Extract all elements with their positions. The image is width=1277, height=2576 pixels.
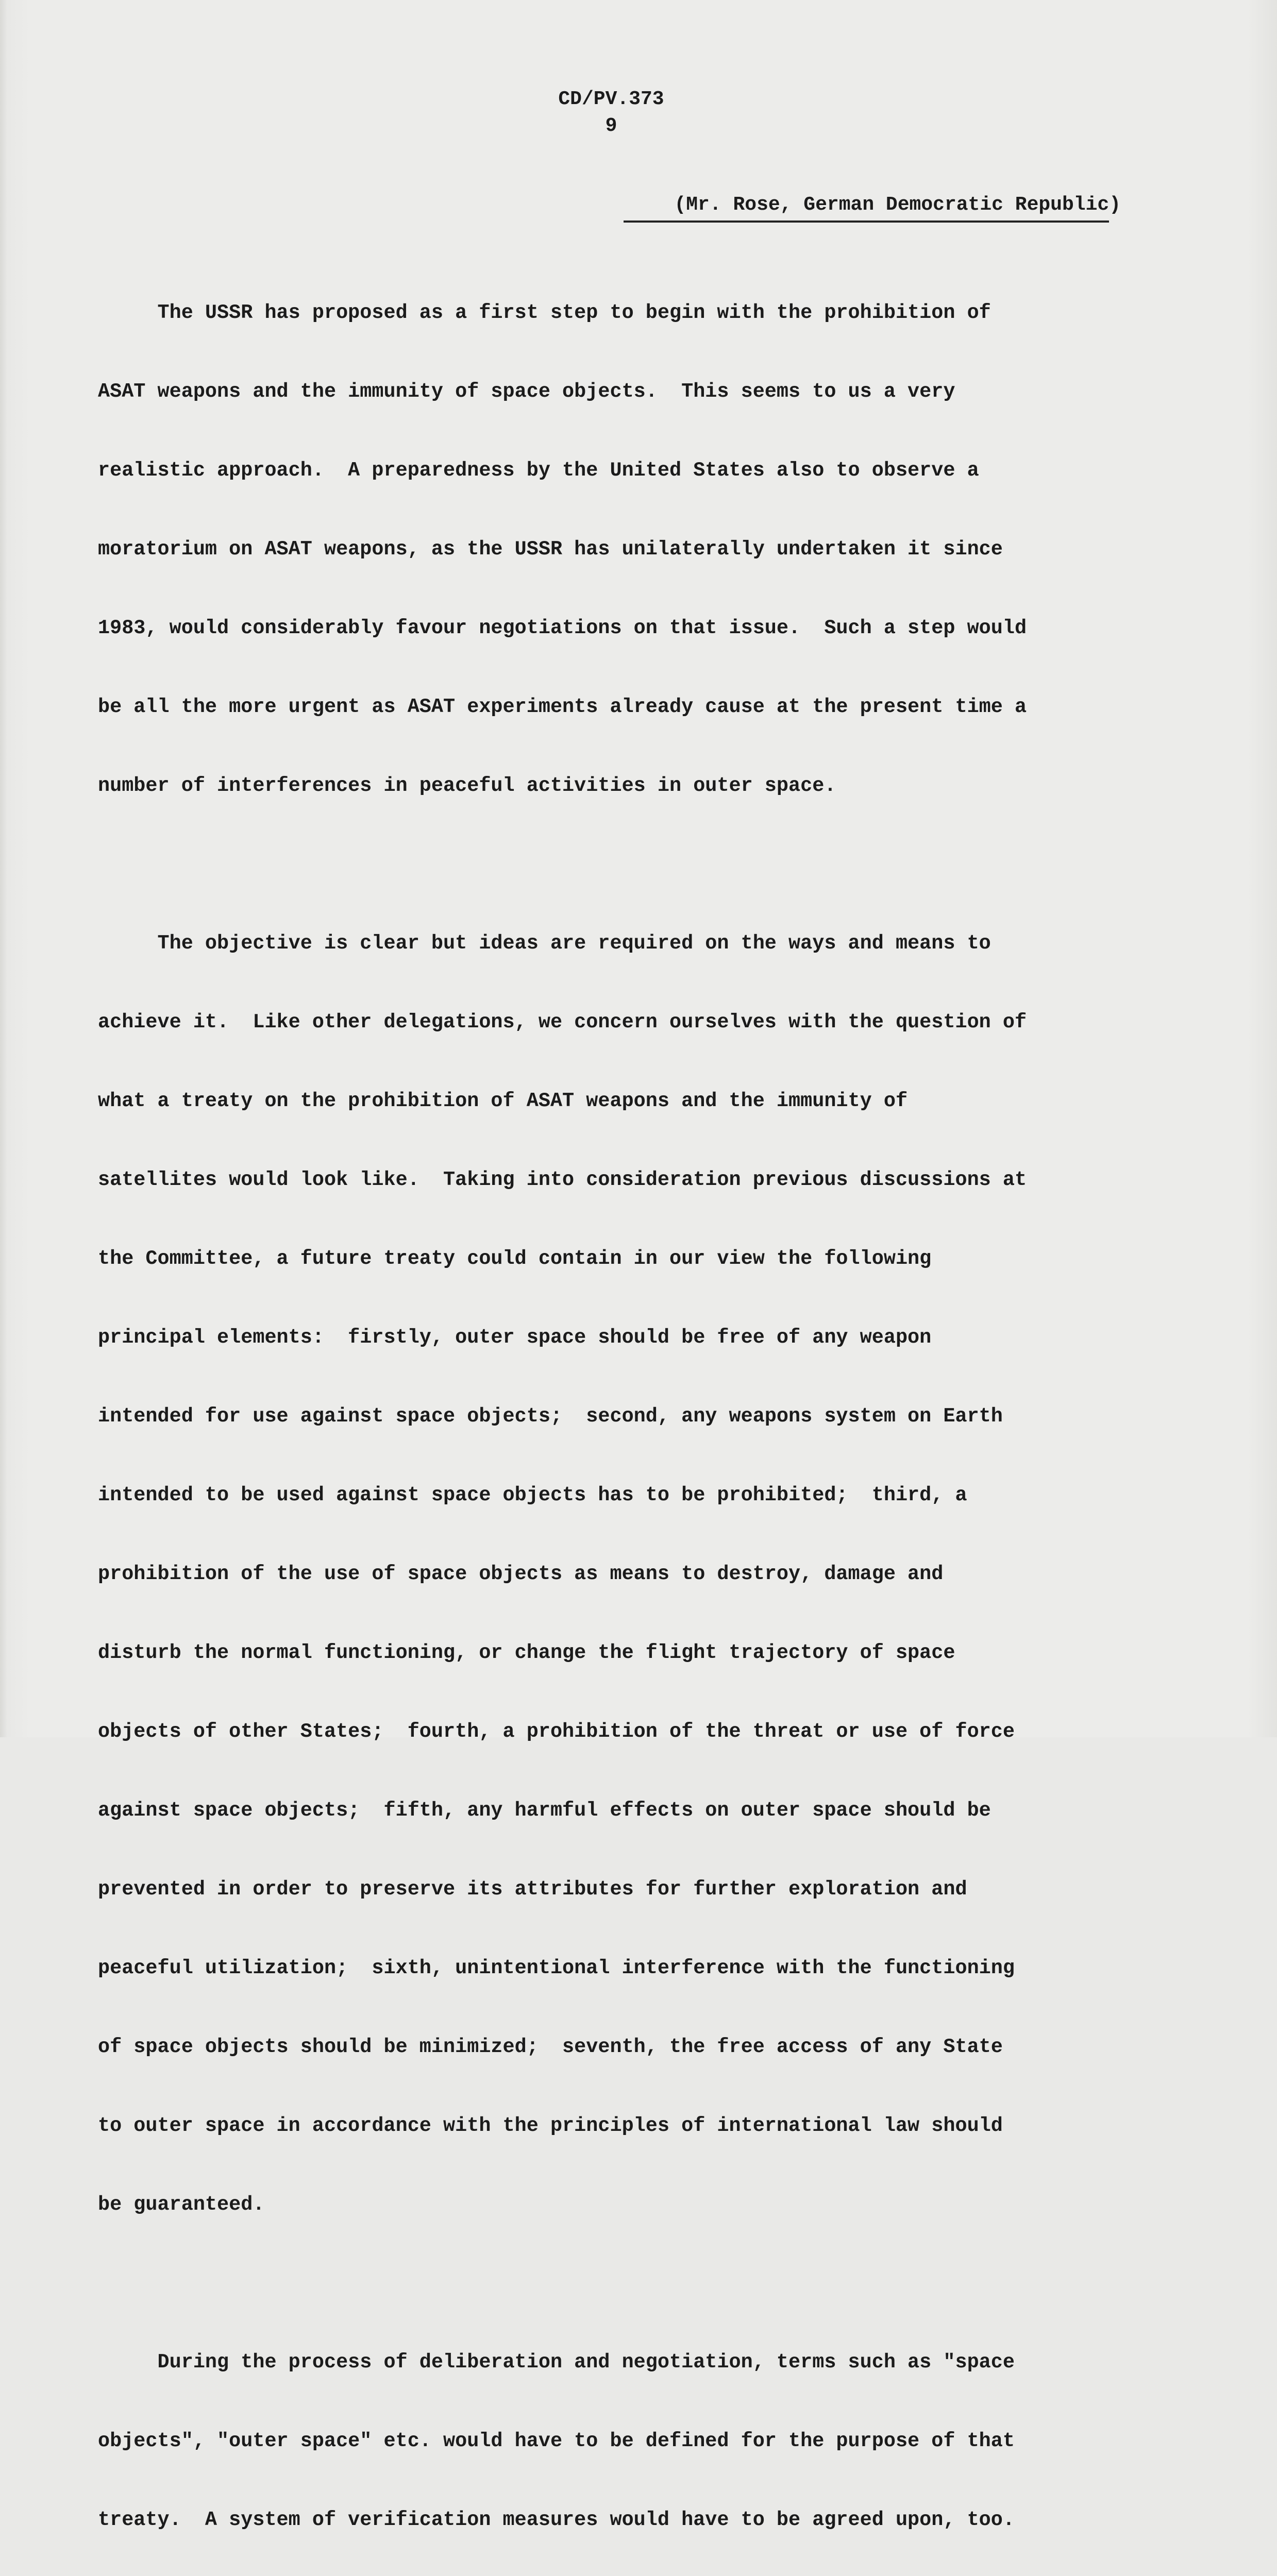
- text-line: satellites would look like. Taking into consideration previous discussions at: [98, 1168, 1027, 1191]
- text-line: disturb the normal functioning, or change the flight trajectory of space: [98, 1641, 955, 1664]
- text-line: prevented in order to preserve its attributes for further exploration and: [98, 1878, 967, 1901]
- text-line: prohibition of the use of space objects as means to destroy, damage and: [98, 1563, 944, 1585]
- document-symbol: CD/PV.373: [558, 88, 664, 110]
- text-line: achieve it. Like other delegations, we concern ourselves with the question of: [98, 1011, 1027, 1033]
- text-line: be guaranteed.: [98, 2193, 265, 2216]
- body-text: [98, 247, 1129, 2576]
- paragraph-1: [98, 247, 1129, 852]
- text-line: moratorium on ASAT weapons, as the USSR has unilaterally undertaken it since: [98, 538, 1003, 561]
- text-line: principal elements: firstly, outer space should be free of any weapon: [98, 1326, 932, 1349]
- text-line: what a treaty on the prohibition of ASAT weapons and the immunity of: [98, 1090, 908, 1112]
- text-line: of space objects should be minimized; seventh, the free access of any State: [98, 2036, 1003, 2058]
- text-line: against space objects; fifth, any harmful effects on outer space should be: [98, 1799, 991, 1822]
- text-line: objects", "outer space" etc. would have to be defined for the purpose of that: [98, 2430, 1015, 2452]
- page-number: 9: [605, 115, 617, 137]
- speaker-heading: (Mr. Rose, German Democratic Republic): [674, 194, 1121, 216]
- text-line: objects of other States; fourth, a prohibition of the threat or use of force: [98, 1720, 1015, 1743]
- text-line: During the process of deliberation and negotiation, terms such as "space: [98, 2351, 1015, 2374]
- text-line: intended to be used against space objects has to be prohibited; third, a: [98, 1484, 967, 1506]
- text-line: peaceful utilization; sixth, unintentional interference with the functioning: [98, 1957, 1015, 1979]
- text-line: be all the more urgent as ASAT experiments already cause at the present time a: [98, 696, 1027, 718]
- text-line: to outer space in accordance with the principles of international law should: [98, 2114, 1003, 2137]
- text-line: the Committee, a future treaty could contain in our view the following: [98, 1247, 932, 1270]
- text-line: The objective is clear but ideas are required on the ways and means to: [98, 932, 991, 955]
- text-line: ASAT weapons and the immunity of space objects. This seems to us a very: [98, 380, 955, 403]
- paragraph-2: [98, 878, 1129, 2270]
- text-line: intended for use against space objects; second, any weapons system on Earth: [98, 1405, 1003, 1428]
- text-line: The USSR has proposed as a first step to begin with the prohibition of: [98, 301, 991, 324]
- text-line: 1983, would considerably favour negotiations on that issue. Such a step would: [98, 617, 1027, 639]
- text-line: realistic approach. A preparedness by the United States also to observe a: [98, 459, 979, 482]
- text-line: number of interferences in peaceful activities in outer space.: [98, 774, 836, 797]
- paragraph-3: [98, 2297, 1129, 2576]
- text-line: treaty. A system of verification measures would have to be agreed upon, too.: [98, 2509, 1015, 2531]
- speaker-underline: [624, 221, 1109, 223]
